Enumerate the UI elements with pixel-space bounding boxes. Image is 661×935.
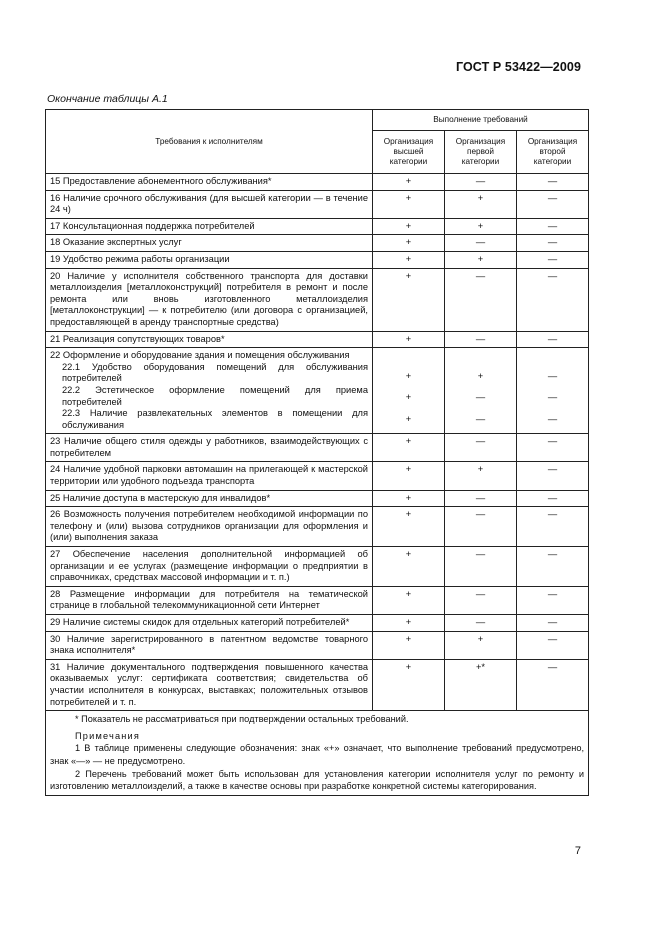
- standard-designation: ГОСТ Р 53422—2009: [455, 60, 581, 74]
- table-notes: [46, 711, 589, 796]
- mark-cell: +: [445, 631, 517, 659]
- mark-cell: —: [517, 462, 589, 490]
- requirements-table: [45, 109, 589, 796]
- table-row: [46, 331, 589, 348]
- mark-cell: —: [445, 331, 517, 348]
- mark-value: —: [547, 414, 558, 425]
- requirement-cell: 23 Наличие общего стиля одежды у работников, взаимодействующих с потребителем: [46, 434, 373, 462]
- mark-cell: —: [445, 490, 517, 507]
- mark-cell: +: [373, 331, 445, 348]
- mark-cell: —: [445, 174, 517, 191]
- mark-value: —: [475, 392, 486, 403]
- mark-cell: +: [373, 507, 445, 547]
- mark-cell: +: [373, 615, 445, 632]
- col-header-cat-highest: Организация высшей категории: [373, 131, 445, 174]
- requirement-cell: 17 Консультационная поддержка потребителей: [46, 218, 373, 235]
- page-number: 7: [574, 845, 581, 857]
- requirement-cell: 30 Наличие зарегистрированного в патентном ведомстве товарного знака исполнителя*: [46, 631, 373, 659]
- requirement-cell: 15 Предоставление абонементного обслуживания*: [46, 174, 373, 191]
- mark-value: +: [405, 392, 412, 403]
- mark-cell: —: [517, 268, 589, 331]
- mark-cell: +: [445, 462, 517, 490]
- table-row: [46, 174, 589, 191]
- table-caption: Окончание таблицы А.1: [47, 93, 168, 105]
- mark-cell: —: [517, 490, 589, 507]
- table-row: [46, 235, 589, 252]
- mark-cell: +: [373, 251, 445, 268]
- mark-cell: —: [445, 586, 517, 614]
- table-row: [46, 490, 589, 507]
- mark-cell: [373, 348, 445, 434]
- table-row: [46, 348, 589, 434]
- mark-cell: —: [517, 631, 589, 659]
- mark-cell: +*: [445, 659, 517, 710]
- mark-cell: +: [445, 251, 517, 268]
- requirement-cell: 16 Наличие срочного обслуживания (для высшей категории — в течение 24 ч): [46, 190, 373, 218]
- mark-cell: +: [373, 235, 445, 252]
- mark-value: +: [405, 414, 412, 425]
- mark-cell: [445, 348, 517, 434]
- sub-requirement-text: 22.1 Удобство оборудования помещений для обслуживания потребителей: [62, 361, 368, 384]
- mark-cell: +: [373, 174, 445, 191]
- mark-cell: —: [517, 586, 589, 614]
- requirement-cell: 26 Возможность получения потребителем необходимой информации по телефону и (или) вызова сотрудников организации для оформления и (или) выполнения заказа: [46, 507, 373, 547]
- requirement-cell: 27 Обеспечение населения дополнительной информацией об организации и ее услугах (размещение информации о предприятии в справочниках, средствах массовой информации и т. п.): [46, 547, 373, 587]
- mark-cell: —: [517, 235, 589, 252]
- requirement-cell: 29 Наличие системы скидок для отдельных категорий потребителей*: [46, 615, 373, 632]
- table-row: [46, 251, 589, 268]
- notes-title: Примечания: [75, 730, 141, 741]
- requirement-cell: 28 Размещение информации для потребителя на тематической странице в глобальной телекоммуникационной сети Интернет: [46, 586, 373, 614]
- mark-cell: —: [517, 218, 589, 235]
- mark-value: +: [405, 371, 412, 382]
- sub-requirement-text: 22.2 Эстетическое оформление помещений для приема потребителей: [62, 384, 368, 407]
- mark-cell: —: [445, 268, 517, 331]
- mark-value: +: [477, 371, 484, 382]
- mark-cell: —: [445, 235, 517, 252]
- mark-cell: —: [517, 190, 589, 218]
- table-row: [46, 268, 589, 331]
- mark-cell: —: [517, 174, 589, 191]
- mark-cell: +: [373, 631, 445, 659]
- mark-value: —: [475, 414, 486, 425]
- table-row: [46, 462, 589, 490]
- mark-cell: —: [445, 507, 517, 547]
- table-row: [46, 615, 589, 632]
- requirement-cell: 31 Наличие документального подтверждения повышенного качества оказываемых услуг: сертификата соответствия; свидетельства об участии исполнителя в конкурсах, выставках; положительных отзывов потребителей и т. п.: [46, 659, 373, 710]
- mark-cell: —: [517, 434, 589, 462]
- mark-cell: —: [517, 615, 589, 632]
- table-row: [46, 547, 589, 587]
- requirement-cell: 18 Оказание экспертных услуг: [46, 235, 373, 252]
- footnote: * Показатель не рассматриваться при подтверждении остальных требований.: [75, 714, 409, 725]
- requirement-text: 22 Оформление и оборудование здания и помещения обслуживания: [50, 350, 350, 361]
- table-row: [46, 507, 589, 547]
- note-1: 1 В таблице применены следующие обозначения: знак «+» означает, что выполнение требований предусмотрено, знак «—» — не предусмотрено.: [50, 743, 585, 766]
- mark-cell: —: [445, 547, 517, 587]
- requirement-cell: 21 Реализация сопутствующих товаров*: [46, 331, 373, 348]
- mark-cell: +: [373, 659, 445, 710]
- mark-cell: —: [517, 251, 589, 268]
- mark-cell: +: [445, 190, 517, 218]
- table-row: [46, 631, 589, 659]
- requirement-cell: 20 Наличие у исполнителя собственного транспорта для доставки металлоизделия [металлоконструкций] потребителя в ремонт и после ремонта или вновь изготовленного металлоизделия [металлоконструкции] — к потребителю (или договора с организацией, предоставляющей в аренду транспортные средства): [46, 268, 373, 331]
- mark-cell: +: [373, 490, 445, 507]
- col-header-cat-second: Организация второй категории: [517, 131, 589, 174]
- requirement-cell: 19 Удобство режима работы организации: [46, 251, 373, 268]
- mark-cell: +: [373, 268, 445, 331]
- col-header-cat-first: Организация первой категории: [445, 131, 517, 174]
- mark-value: —: [547, 371, 558, 382]
- mark-cell: +: [373, 218, 445, 235]
- mark-cell: —: [445, 434, 517, 462]
- mark-cell: —: [517, 659, 589, 710]
- mark-cell: +: [373, 462, 445, 490]
- table-row: [46, 659, 589, 710]
- mark-cell: +: [373, 190, 445, 218]
- sub-requirement-text: 22.3 Наличие развлекательных элементов в помещении для обслуживания: [62, 408, 368, 430]
- table-row: [46, 190, 589, 218]
- table-row: [46, 586, 589, 614]
- mark-cell: —: [517, 507, 589, 547]
- mark-value: —: [547, 392, 558, 403]
- mark-cell: [517, 348, 589, 434]
- mark-cell: +: [373, 586, 445, 614]
- col-header-requirements: Требования к исполнителям: [46, 110, 373, 174]
- mark-cell: —: [517, 331, 589, 348]
- mark-cell: +: [373, 434, 445, 462]
- note-2: 2 Перечень требований может быть использован для установления категории исполнителя услуг по ремонту и изготовлению металлоизделий, а также в качестве основы при разработке конкретной системы категорирования.: [50, 768, 585, 792]
- requirement-cell: [46, 348, 373, 434]
- mark-cell: —: [517, 547, 589, 587]
- col-header-fulfillment: Выполнение требований: [373, 110, 589, 131]
- mark-cell: +: [445, 218, 517, 235]
- requirement-cell: 24 Наличие удобной парковки автомашин на прилегающей к мастерской территории или удобного подъезда транспорта: [46, 462, 373, 490]
- mark-cell: +: [373, 547, 445, 587]
- requirement-cell: 25 Наличие доступа в мастерскую для инвалидов*: [46, 490, 373, 507]
- table-row: [46, 434, 589, 462]
- table-row: [46, 218, 589, 235]
- mark-cell: —: [445, 615, 517, 632]
